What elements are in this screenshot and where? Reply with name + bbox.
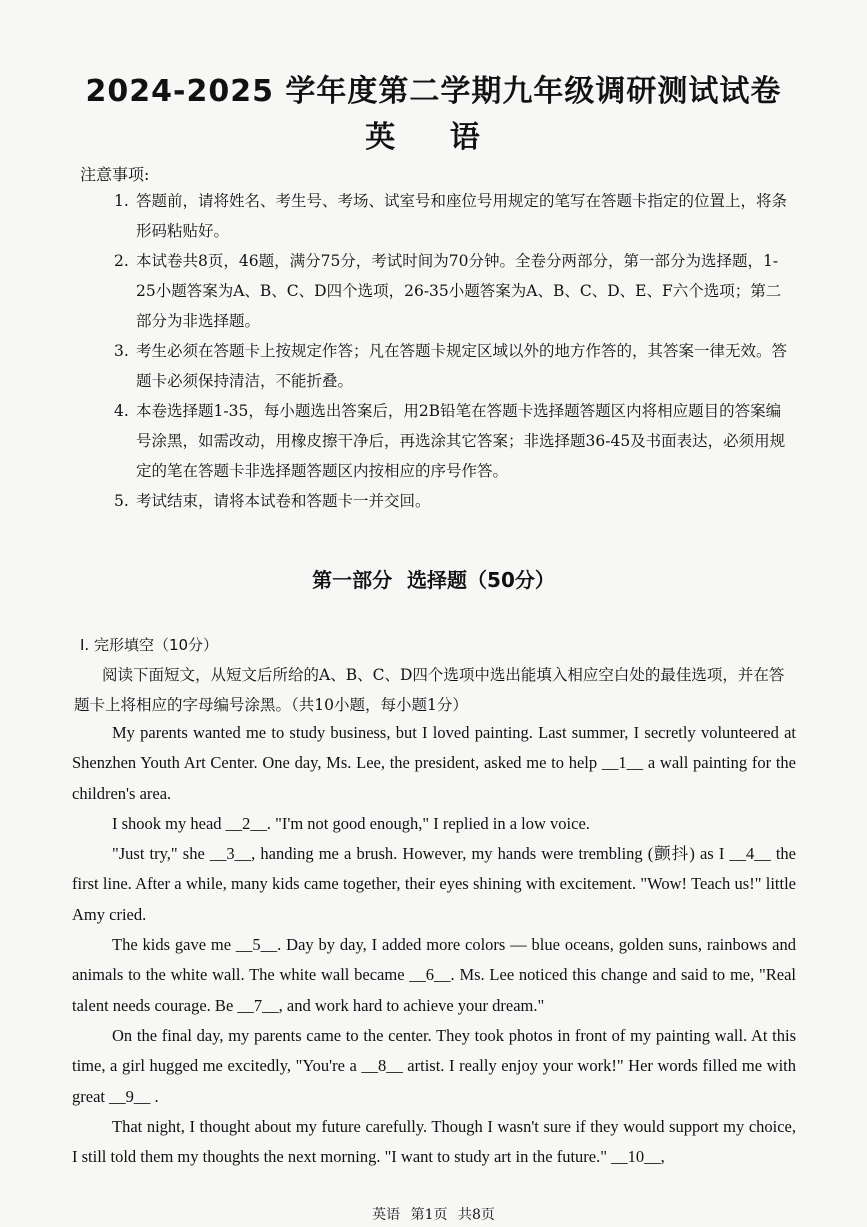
notice-item-number: 5. xyxy=(114,492,129,510)
passage-paragraph: "Just try," she __3__, handing me a brush. However, my hands were trembling (颤抖) as I __4__ the first line. After a while, many kids came together, their eyes shining with excitement. "Wow! Teach us!" little Amy cried. xyxy=(72,844,796,924)
notice-item-text: 考试结束，请将本试卷和答题卡一并交回。 xyxy=(136,492,431,510)
notice-item xyxy=(114,336,794,396)
notice-list xyxy=(114,186,794,516)
notice-item-text: 答题前，请将姓名、考生号、考场、试室号和座位号用规定的笔写在答题卡指定的位置上，将条形码粘贴好。 xyxy=(136,192,788,240)
notice-item-number: 3. xyxy=(114,342,129,360)
notice-item-number: 2. xyxy=(114,252,129,270)
subject-title: 英 语 xyxy=(365,120,502,155)
cloze-instructions: 阅读下面短文，从短文后所给的A、B、C、D四个选项中选出能填入相应空白处的最佳选项，并在答题卡上将相应的字母编号涂黑。（共10小题，每小题1分） xyxy=(74,666,785,714)
cloze-passage xyxy=(72,718,796,1172)
notice-item-text: 本卷选择题1-35，每小题选出答案后，用2B铅笔在答题卡选择题答题区内将相应题目的答案编号涂黑，如需改动，用橡皮擦干净后，再选涂其它答案；非选择题36-45及书面表达，必须用规定的笔在答题卡非选择题答题区内按相应的序号作答。 xyxy=(136,402,786,480)
notice-item xyxy=(114,186,794,246)
cloze-heading: I. 完形填空（10分） xyxy=(80,636,219,654)
passage-paragraph: I shook my head __2__. "I'm not good enough," I replied in a low voice. xyxy=(112,813,590,833)
notice-item xyxy=(114,486,794,516)
notice-item-text: 考生必须在答题卡上按规定作答；凡在答题卡规定区域以外的地方作答的，其答案一律无效。答题卡必须保持清洁，不能折叠。 xyxy=(136,342,788,390)
passage-paragraph: The kids gave me __5__. Day by day, I added more colors — blue oceans, golden suns, rainbows and animals to the white wall. The white wall became __6__. Ms. Lee noticed this change and said to me, "Real talent needs courage. Be __7__, and work hard to achieve your dream." xyxy=(72,935,796,1015)
section-title: 第一部分 选择题（50分） xyxy=(312,568,555,592)
passage-paragraph: On the final day, my parents came to the center. They took photos in front of my painting wall. At this time, a girl hugged me excitedly, "You're a __8__ artist. I really enjoy your work!" Her words filled me with great __9__ . xyxy=(72,1025,796,1106)
passage-paragraph: That night, I thought about my future carefully. Though I wasn't sure if they would support my choice, I still told them my thoughts the next morning. "I want to study art in the future." __10__, xyxy=(72,1116,796,1167)
passage-paragraph: My parents wanted me to study business, but I loved painting. Last summer, I secretly volunteered at Shenzhen Youth Art Center. One day, Ms. Lee, the president, asked me to help __1__ a wall painting for the children's area. xyxy=(72,723,796,803)
notice-item-number: 4. xyxy=(114,402,129,420)
notice-item xyxy=(114,246,794,336)
page-footer: 英语 第1页 共8页 xyxy=(372,1207,495,1223)
exam-title: 2024-2025 学年度第二学期九年级调研测试试卷 xyxy=(85,74,782,109)
notice-item xyxy=(114,396,794,486)
notice-item-text: 本试卷共8页，46题，满分75分，考试时间为70分钟。全卷分两部分，第一部分为选择题，1-25小题答案为A、B、C、D四个选项，26-35小题答案为A、B、C、D、E、F六个选项；第二部分为非选择题。 xyxy=(136,252,782,330)
notice-heading: 注意事项: xyxy=(80,165,150,184)
notice-item-number: 1. xyxy=(114,192,129,210)
